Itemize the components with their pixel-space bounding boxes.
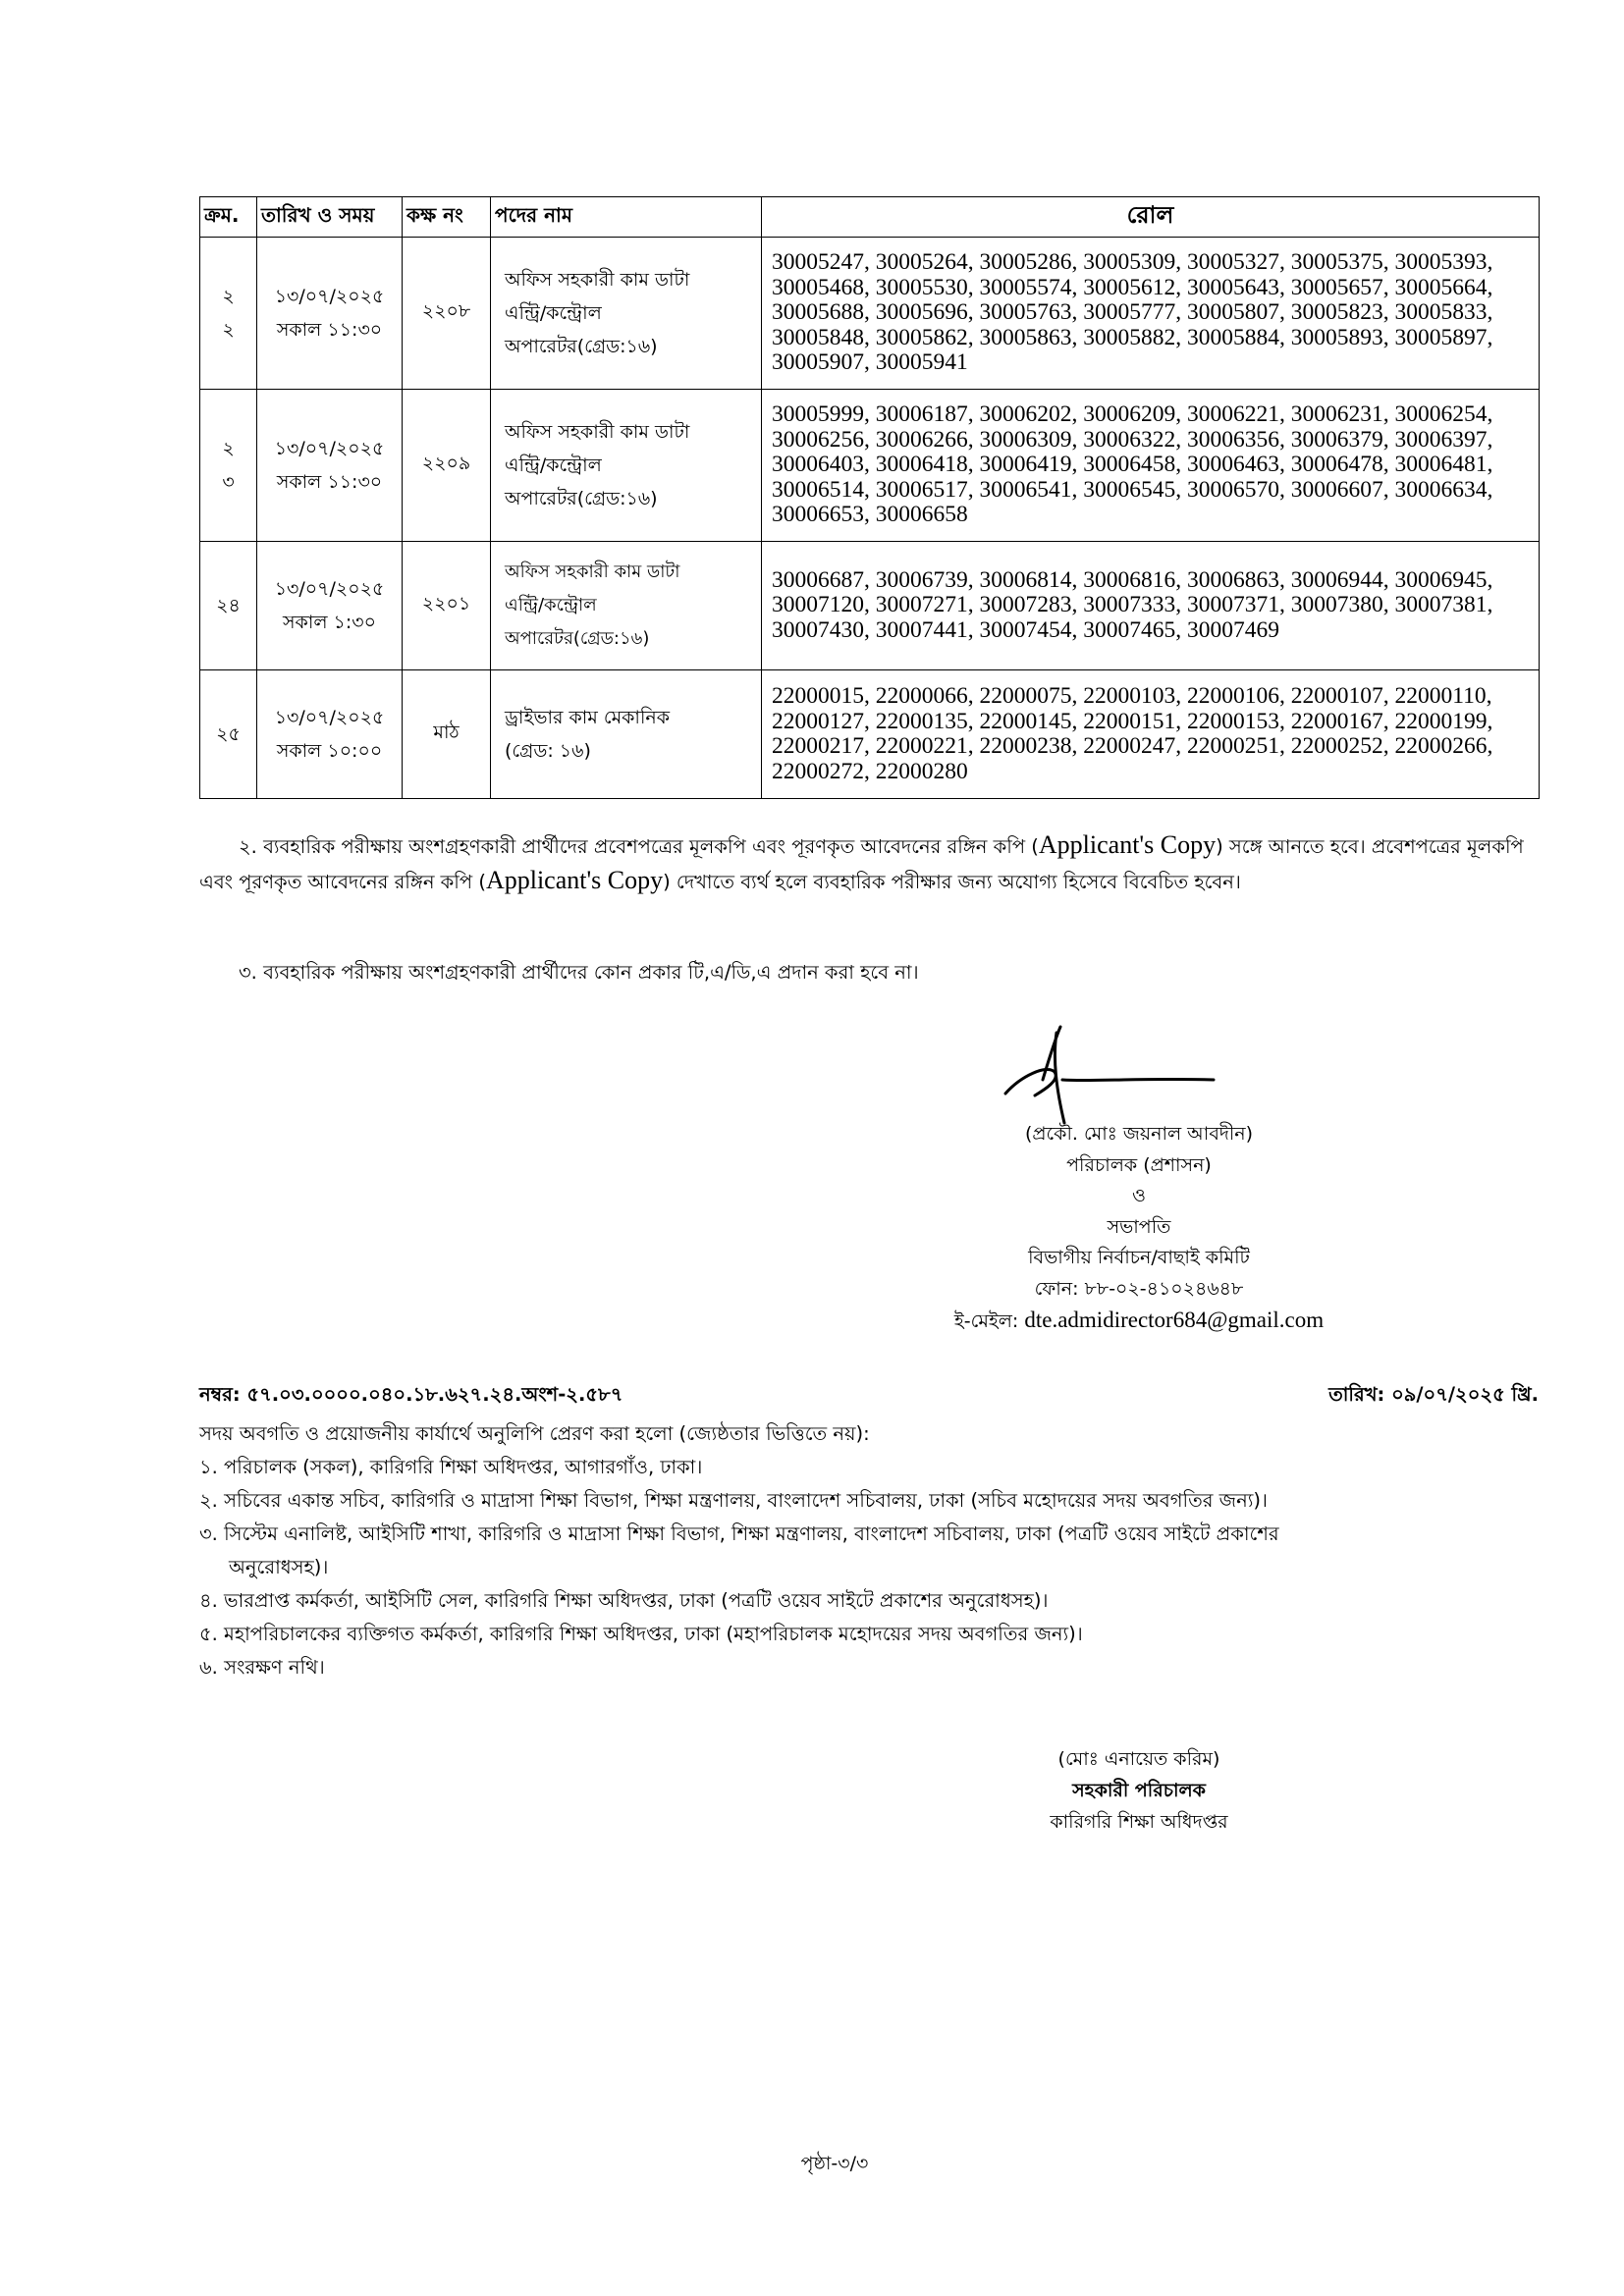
header-post: পদের নাম: [491, 197, 762, 238]
note-2-text-a: ২. ব্যবহারিক পরীক্ষায় অংশগ্রহণকারী প্রার্থীদের প্রবেশপত্রের মূলকপি এবং পূরণকৃত আবেদনের রঙ্গিন কপি (: [239, 835, 1039, 858]
assistant-director-title: সহকারী পরিচালক: [1072, 1780, 1206, 1801]
note-2-text-e: ) দেখাতে ব্যর্থ হলে ব্যবহারিক পরীক্ষার জন্য অযোগ্য হিসেবে বিবেচিত হবেন।: [663, 871, 1241, 893]
header-room: কক্ষ নং: [403, 197, 491, 238]
header-serial: ক্রম.: [200, 197, 257, 238]
signatory-committee: বিভাগীয় নির্বাচন/বাছাই কমিটি: [1028, 1247, 1250, 1268]
note-2-text-c: ) সঙ্গে আনতে হবে। প্রবেশপত্রের মূলকপি এবং পূরণকৃত আবেদনের রঙ্গিন কপি (: [199, 835, 1524, 893]
header-date-time: তারিখ ও সময়: [257, 197, 403, 238]
table-row: [200, 542, 1540, 670]
cell-rolls: 22000015, 22000066, 22000075, 22000103, 22000106, 22000107, 22000110, 22000127, 22000135, 22000145, 22000151, 22000153, 22000167, 22000199, 22000217, 22000221, 22000238, 22000247, 22000251, 22000252, 22000266, 22000272, 22000280: [762, 670, 1540, 799]
signatory-and: ও: [1132, 1185, 1146, 1206]
cell-room: ২২০৯: [403, 390, 491, 542]
table-row: [200, 670, 1540, 799]
cell-rolls: 30006687, 30006739, 30006814, 30006816, 30006863, 30006944, 30006945, 30007120, 30007271, 30007283, 30007333, 30007371, 30007380, 30007381, 30007430, 30007441, 30007454, 30007465, 30007469: [762, 542, 1540, 670]
memo-date: তারিখ: ০৯/০৭/২০২৫ খ্রি.: [1328, 1383, 1539, 1406]
note-3: [199, 956, 1539, 989]
cell-post: ড্রাইভার কাম মেকানিক (গ্রেড: ১৬): [491, 670, 762, 799]
copy-item: ১. পরিচালক (সকল), কারিগরি শিক্ষা অধিদপ্তর, আগারগাঁও, ঢাকা।: [199, 1456, 703, 1478]
signatory-phone: ফোন: ৮৮-০২-৪১০২৪৬৪৮: [1034, 1277, 1244, 1300]
cell-date-time: ১৩/০৭/২০২৫ সকাল ১১:৩০: [257, 238, 403, 390]
header-roll: রোল: [762, 197, 1540, 238]
cell-serial: ২৫: [200, 670, 257, 799]
signatory-title: পরিচালক (প্রশাসন): [1066, 1153, 1212, 1176]
memo-number: নম্বর: ৫৭.০৩.০০০০.০৪০.১৮.৬২৭.২৪.অংশ-২.৫৮৭: [199, 1383, 623, 1406]
cell-rolls: 30005999, 30006187, 30006202, 30006209, 30006221, 30006231, 30006254, 30006256, 30006266, 30006309, 30006322, 30006356, 30006379, 30006397, 30006403, 30006418, 30006419, 30006458, 30006463, 30006478, 30006481, 30006514, 30006517, 30006541, 30006545, 30006570, 30006607, 30006634, 30006653, 30006658: [762, 390, 1540, 542]
cell-serial: ২৪: [200, 542, 257, 670]
cell-date-time: ১৩/০৭/২০২৫ সকাল ১:৩০: [257, 542, 403, 670]
cell-room: মাঠ: [403, 670, 491, 799]
copy-item: ৬. সংরক্ষণ নথি।: [199, 1656, 325, 1679]
copy-intro: সদয় অবগতি ও প্রয়োজনীয় কার্যার্থে অনুলিপি প্রেরণ করা হলো (জ্যেষ্ঠতার ভিত্তিতে নয়):: [199, 1422, 870, 1445]
copy-item: ২. সচিবের একান্ত সচিব, কারিগরি ও মাদ্রাসা শিক্ষা বিভাগ, শিক্ষা মন্ত্রণালয়, বাংলাদেশ সচিবালয়, ঢাকা (সচিব মহোদয়ের সদয় অবগতির জন্য)।: [199, 1489, 1268, 1512]
cell-serial: ২ ২: [200, 238, 257, 390]
table-row: [200, 238, 1540, 390]
note-2: [199, 828, 1539, 899]
page-number: পৃষ্ঠা-৩/৩: [800, 2153, 869, 2174]
copy-item: ৫. মহাপরিচালকের ব্যক্তিগত কর্মকর্তা, কারিগরি শিক্ষা অধিদপ্তর, ঢাকা (মহাপরিচালক মহোদয়ের সদয় অবগতির জন্য)।: [199, 1623, 1083, 1645]
cell-rolls: 30005247, 30005264, 30005286, 30005309, 30005327, 30005375, 30005393, 30005468, 30005530, 30005574, 30005612, 30005643, 30005657, 30005664, 30005688, 30005696, 30005763, 30005777, 30005807, 30005823, 30005833, 30005848, 30005862, 30005863, 30005882, 30005884, 30005893, 30005897, 30005907, 30005941: [762, 238, 1540, 390]
assistant-director-office: কারিগরি শিক্ষা অধিদপ্তর: [1050, 1811, 1228, 1833]
table-header-row: [200, 197, 1540, 238]
reference-line: [199, 1381, 1539, 1415]
note-3-text: ৩. ব্যবহারিক পরীক্ষায় অংশগ্রহণকারী প্রার্থীদের কোন প্রকার টি,এ/ডি,এ প্রদান করা হবে না।: [239, 961, 919, 984]
cell-post: অফিস সহকারী কাম ডাটা এন্ট্রি/কন্ট্রোল অপারেটর(গ্রেড:১৬): [491, 238, 762, 390]
cell-serial: ২ ৩: [200, 390, 257, 542]
signatory-assistant-director: [943, 1743, 1335, 1838]
signatory-role: সভাপতি: [1107, 1215, 1171, 1238]
email-label: ই-মেইল:: [953, 1310, 1025, 1332]
signatory-director: [864, 1119, 1414, 1338]
note-2-applicant-copy-1: Applicant's Copy: [1038, 830, 1217, 859]
note-2-applicant-copy-2: Applicant's Copy: [485, 866, 664, 894]
cell-date-time: ১৩/০৭/২০২৫ সকাল ১০:০০: [257, 670, 403, 799]
signatory-name: (প্রকৌ. মোঃ জয়নাল আবদীন): [1024, 1123, 1254, 1145]
cell-post: অফিস সহকারী কাম ডাটা এন্ট্রি/কন্ট্রোল অপারেটর(গ্রেড:১৬): [491, 390, 762, 542]
copy-item: ৪. ভারপ্রাপ্ত কর্মকর্তা, আইসিটি সেল, কারিগরি শিক্ষা অধিদপ্তর, ঢাকা (পত্রটি ওয়েব সাইটে প্রকাশের অনুরোধসহ)।: [199, 1589, 1049, 1612]
cell-post: অফিস সহকারী কাম ডাটা এন্ট্রি/কন্ট্রোল অপারেটর(গ্রেড:১৬): [491, 542, 762, 670]
table-row: [200, 390, 1540, 542]
copy-item-continuation: অনুরোধসহ)।: [229, 1556, 329, 1578]
roll-table: [199, 196, 1540, 799]
signatory-email-line: [864, 1305, 1414, 1338]
cell-date-time: ১৩/০৭/২০২৫ সকাল ১১:৩০: [257, 390, 403, 542]
cell-room: ২২০১: [403, 542, 491, 670]
copy-distribution: [199, 1417, 1539, 1684]
cell-room: ২২০৮: [403, 238, 491, 390]
email-address: dte.admidirector684@gmail.com: [1024, 1308, 1325, 1332]
assistant-director-name: (মোঃ এনায়েত করিম): [1057, 1748, 1220, 1770]
copy-item: ৩. সিস্টেম এনালিষ্ট, আইসিটি শাখা, কারিগরি ও মাদ্রাসা শিক্ষা বিভাগ, শিক্ষা মন্ত্রণালয়, বাংলাদেশ সচিবালয়, ঢাকা (পত্রটি ওয়েব সাইটে প্রকাশের: [199, 1522, 1279, 1545]
